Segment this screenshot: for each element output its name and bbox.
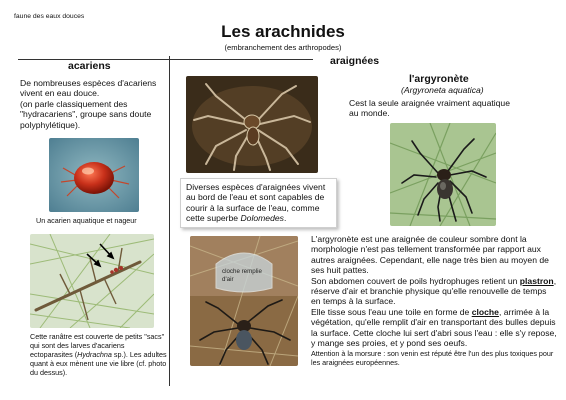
dolomedes-caption-part1: Diverses espèces d'araignées vivent au bord de l'eau et sont capables de courir à la surface de l'eau, comme cette superbe — [186, 182, 326, 224]
dolomedes-caption — [180, 178, 337, 228]
dolomedes-species: Dolomedes — [240, 213, 284, 224]
argyronete-intro: Cest la seule araignée vraiment aquatique au monde. — [349, 98, 510, 119]
acariens-intro — [20, 78, 168, 130]
acariens-intro-line1: De nombreuses espèces d'acariens vivent en eau douce. — [20, 78, 157, 99]
argyronete-p3a: Elle tisse sous l'eau une toile en forme de — [311, 306, 472, 317]
water-mite-photo — [49, 138, 139, 212]
ranatre-image — [30, 234, 154, 328]
argyronete-latin — [401, 85, 484, 95]
ranatre-caption-part1: Cette ranâtre est couverte de petits "sacs" qui sont des larves d'acariens ectoparasites ( — [30, 332, 165, 359]
ranatre-caption — [30, 332, 168, 377]
argyronete-p2a: Son abdomen couvert de poils hydrophuges retient un — [311, 275, 520, 286]
argyronete-photo — [390, 123, 496, 226]
araignees-heading: araignées — [330, 55, 380, 67]
argyronete-p3b: , arrimée à la végétation, qu'elle remplit d'air en transportant des bulles depuis la surface. Cette cloche lui sert d'abri sous l'eau : elle s'y repose, y mange ses proies, et y pond ses oeufs. — [311, 306, 557, 349]
argyronete-latin-text: (Argyroneta aquatica) — [401, 85, 484, 95]
air-bell-image — [190, 236, 298, 366]
argyronete-p2b: , réserve d'air et branchie physique qu'elle renouvelle de temps en temps à la surface. — [311, 275, 557, 307]
page-subtitle: (embranchement des arthropodes) — [224, 43, 342, 52]
argyronete-p1: L'argyronète est une araignée de couleur sombre dont la morphologie n'est pas tellement transformée par rapport aux autres araignées. Cependant, elle nage très bien au moyen de ses huit pattes. — [311, 234, 549, 276]
acariens-intro-line2: (on parle classiquement des "hydracariens", groupe sans doute polyphylétique). — [20, 98, 152, 130]
air-bell-label: cloche remplie d'air — [222, 268, 262, 283]
argyronete-heading: l'argyronète — [409, 73, 469, 85]
column-divider — [169, 56, 170, 386]
dolomedes-image — [186, 76, 318, 173]
dolomedes-caption-part2: . — [283, 213, 287, 224]
water-mite-image — [49, 138, 139, 212]
hydrachna-species: Hydrachna — [77, 350, 112, 359]
argyronete-image — [390, 123, 496, 226]
page-title: Les arachnides — [221, 22, 345, 41]
ranatre-photo — [30, 234, 154, 328]
dolomedes-photo — [186, 76, 318, 173]
water-mite-caption: Un acarien aquatique et nageur — [36, 216, 137, 225]
air-bell-photo — [190, 236, 298, 366]
plastron-term: plastron — [519, 275, 554, 286]
argyronete-description — [311, 234, 557, 368]
cloche-term: cloche — [471, 306, 499, 317]
venom-warning: Attention à la morsure : son venin est réputé être l'un des plus toxiques pour les araignées européennes. — [311, 349, 554, 368]
header-note: faune des eaux douces — [14, 13, 85, 20]
ranatre-caption-part2: sp.). Les adultes quant à eux mènent une vie libre (cf. photo du dessus). — [30, 350, 167, 377]
heading-underline — [18, 59, 313, 60]
acariens-heading: acariens — [68, 60, 111, 72]
